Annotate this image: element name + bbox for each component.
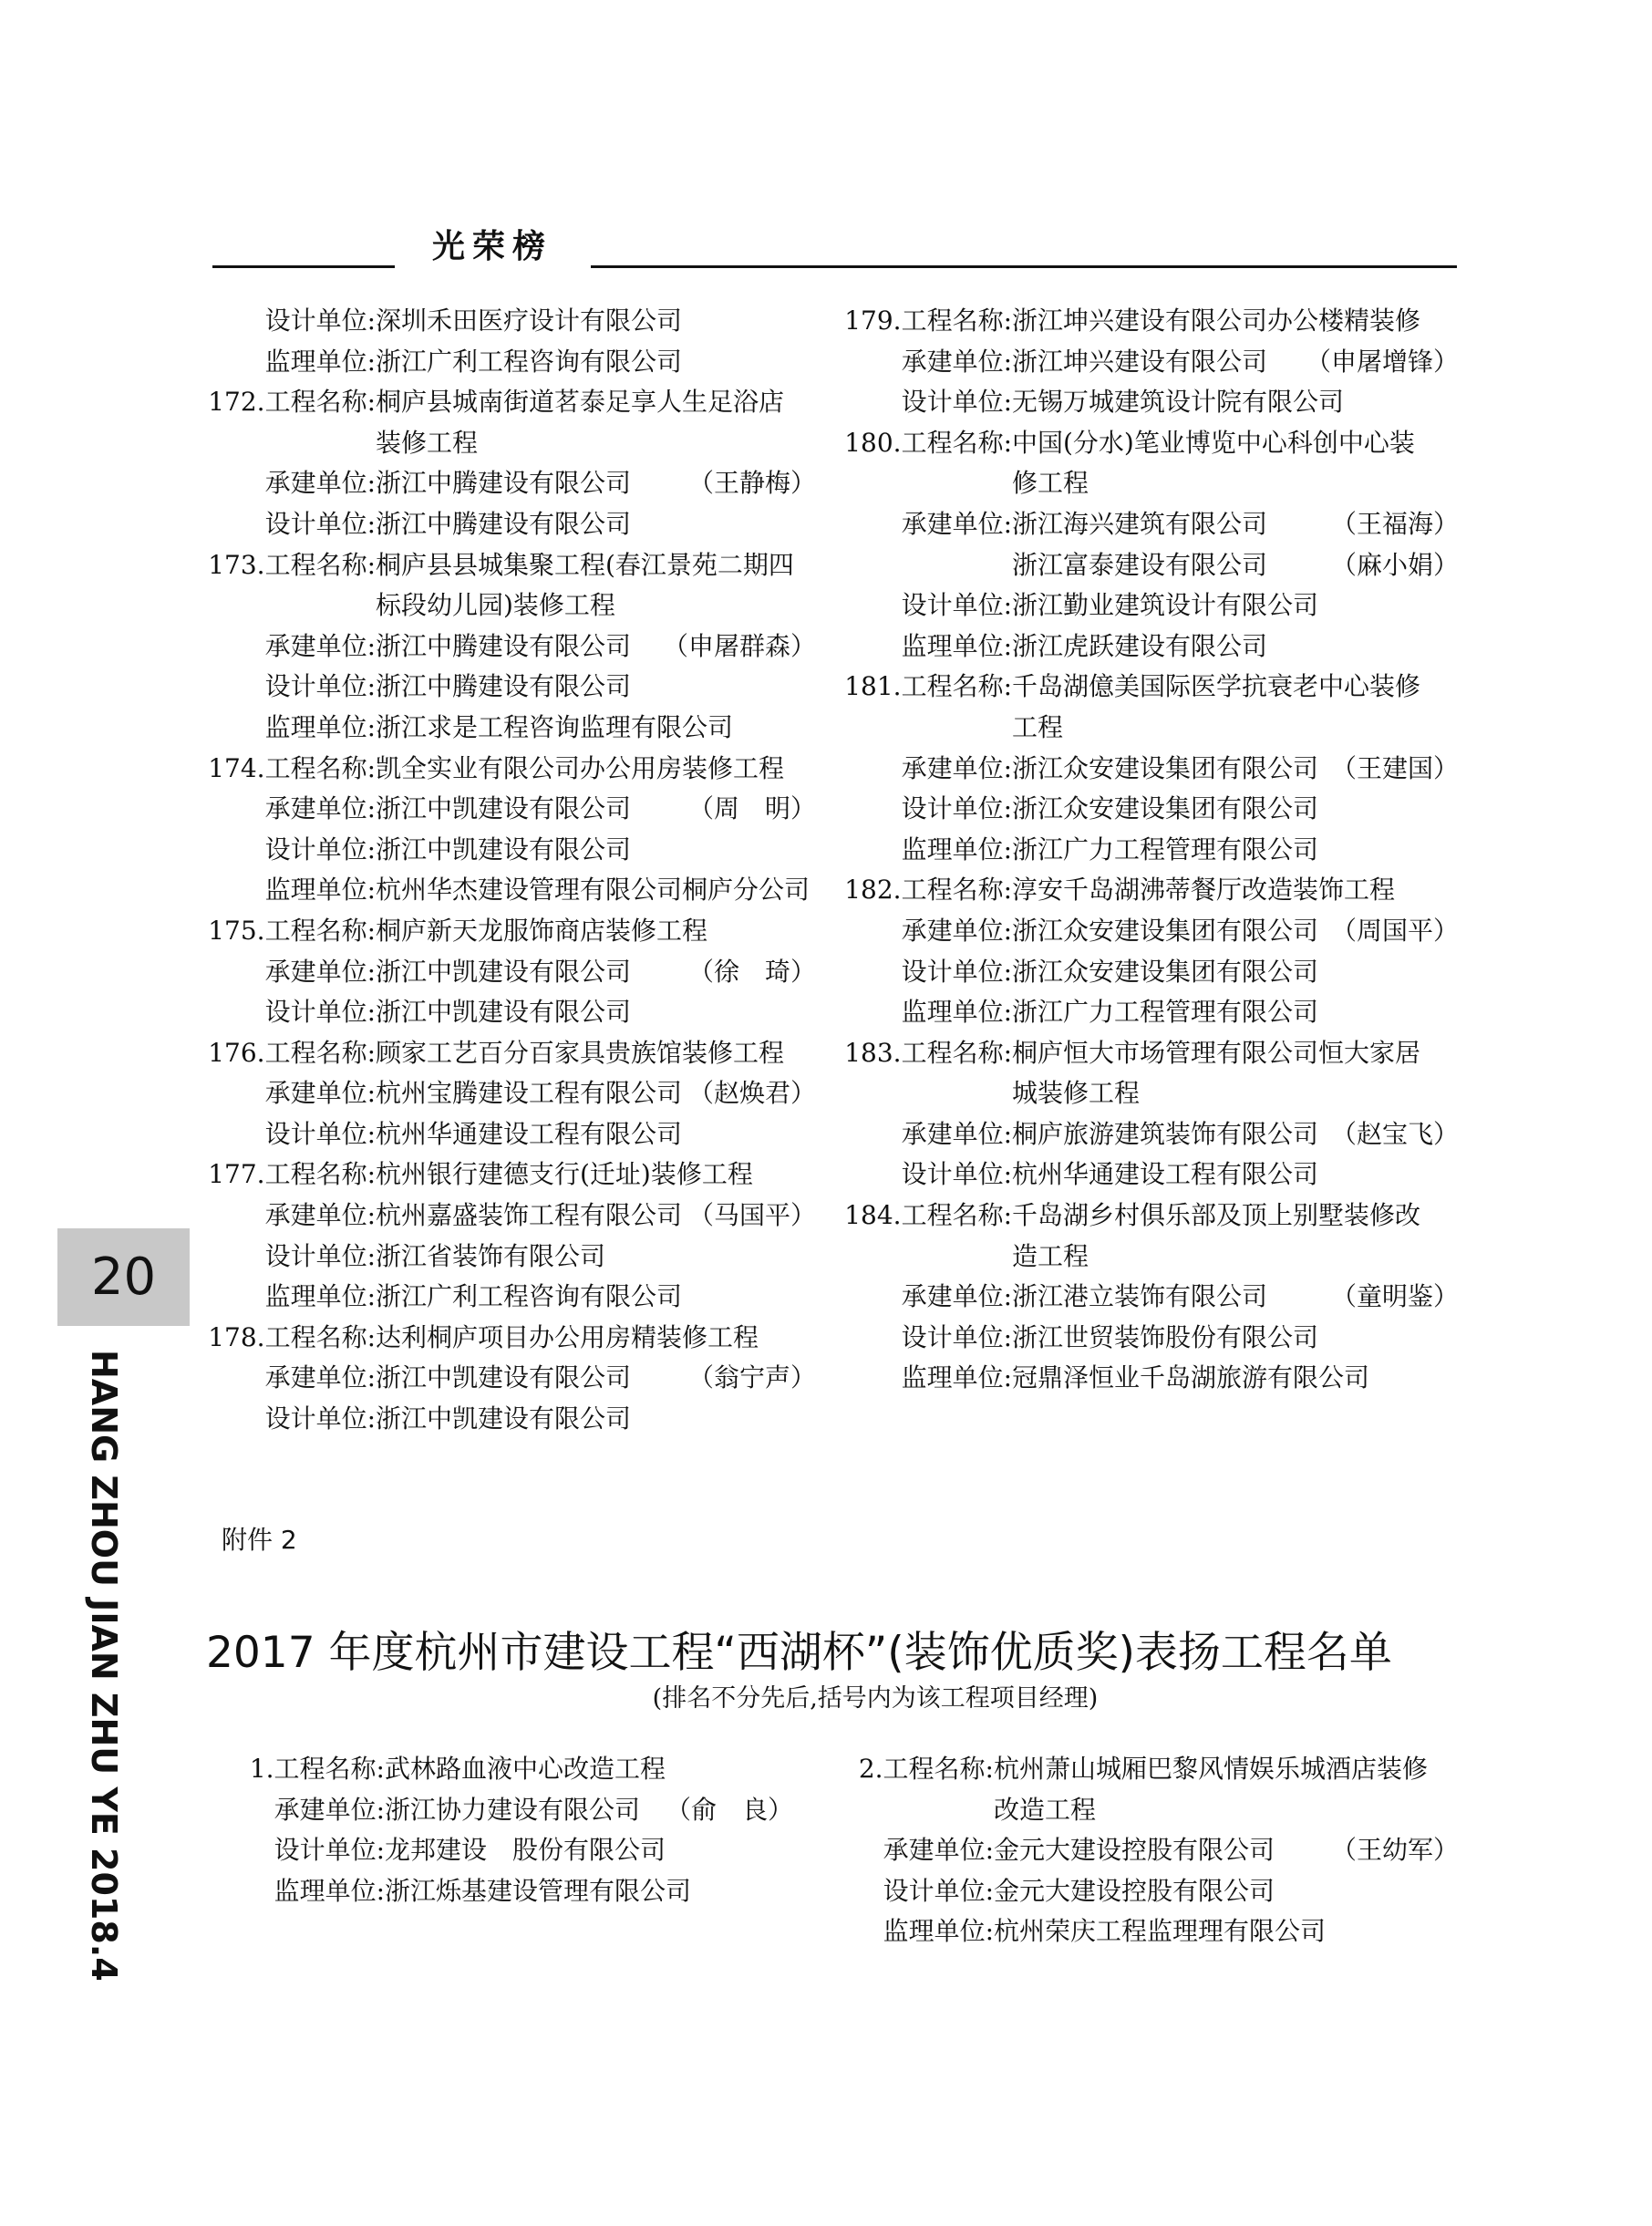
entry-text: 桐庐县县城集聚工程(春江景苑二期四 xyxy=(376,549,794,580)
entry-text: 标段幼儿园)装修工程 xyxy=(376,590,615,621)
entry-row xyxy=(0,1033,1652,1074)
entry-text: 龙邦建设 股份有限公司 xyxy=(385,1835,666,1866)
entry-label: 175.工程名称: xyxy=(208,915,376,946)
entry-text: 杭州嘉盛装饰工程有限公司 xyxy=(376,1200,683,1231)
entry-label: 承建单位: xyxy=(901,1118,1012,1149)
list-title: 2017 年度杭州市建设工程“西湖杯”(装饰优质奖)表扬工程名单 xyxy=(206,1628,1392,1678)
entry-label: 监理单位: xyxy=(274,1875,385,1906)
entry-label: 监理单位: xyxy=(264,875,376,906)
entry-row xyxy=(0,870,1652,911)
entry-label: 承建单位: xyxy=(274,1794,385,1825)
entry-label: 承建单位: xyxy=(264,1362,376,1393)
entry-label: 监理单位: xyxy=(901,997,1012,1028)
entry-row xyxy=(0,342,1652,383)
project-manager: （王建国） xyxy=(1330,752,1459,783)
entry-text: 浙江求是工程咨询监理有限公司 xyxy=(376,711,734,742)
entry-text: 杭州华通建设工程有限公司 xyxy=(1012,1159,1319,1190)
entry-label: 设计单位: xyxy=(264,1240,376,1271)
project-manager: （赵焕君） xyxy=(687,1078,816,1109)
entry-row xyxy=(0,463,1652,504)
entry-row xyxy=(0,1073,1652,1114)
entry-row xyxy=(0,1196,1652,1237)
entry-label: 设计单位: xyxy=(264,997,376,1028)
project-manager: （王静梅） xyxy=(687,468,816,499)
entry-label: 承建单位: xyxy=(901,752,1012,783)
entry-row xyxy=(0,1871,1652,1912)
entry-label: 设计单位: xyxy=(264,833,376,865)
entry-row xyxy=(0,1358,1652,1399)
entry-text: 杭州银行建德支行(迁址)装修工程 xyxy=(376,1159,753,1190)
entry-text: 浙江中腾建设有限公司 xyxy=(376,508,632,539)
entry-row xyxy=(0,708,1652,749)
entry-text: 改造工程 xyxy=(994,1794,1097,1825)
section-title: 光荣榜 xyxy=(431,228,552,265)
entry-text: 浙江广力工程管理有限公司 xyxy=(1012,997,1319,1028)
entry-label: 承建单位: xyxy=(264,956,376,987)
entry-row xyxy=(0,382,1652,423)
entry-text: 武林路血液中心改造工程 xyxy=(385,1754,666,1784)
entry-text: 杭州华通建设工程有限公司 xyxy=(376,1118,683,1149)
entry-text: 浙江坤兴建设有限公司办公楼精装修 xyxy=(1012,305,1421,336)
entry-label: 承建单位: xyxy=(264,1078,376,1109)
entry-label: 设计单位: xyxy=(264,508,376,539)
entry-text: 造工程 xyxy=(1012,1240,1089,1271)
project-manager: （徐 琦） xyxy=(687,956,816,987)
entry-text: 桐庐旅游建筑装饰有限公司 xyxy=(1012,1118,1319,1149)
entry-text: 桐庐恒大市场管理有限公司恒大家居 xyxy=(1012,1037,1421,1068)
entry-label: 2.工程名称: xyxy=(858,1754,994,1784)
entry-row xyxy=(0,1154,1652,1196)
page-number: 20 xyxy=(57,1228,190,1326)
project-manager: （王福海） xyxy=(1330,508,1459,539)
entry-row xyxy=(0,667,1652,708)
entry-text: 杭州宝腾建设工程有限公司 xyxy=(376,1078,683,1109)
entry-label: 183.工程名称: xyxy=(844,1037,1012,1068)
entry-label: 设计单位: xyxy=(274,1835,385,1866)
entry-row xyxy=(0,504,1652,545)
entry-label: 设计单位: xyxy=(264,671,376,702)
entry-text: 冠鼎泽恒业千岛湖旅游有限公司 xyxy=(1012,1362,1370,1393)
entry-text: 浙江中凯建设有限公司 xyxy=(376,956,632,987)
entry-label: 180.工程名称: xyxy=(844,427,1012,458)
project-manager: （申屠增锋） xyxy=(1305,346,1459,377)
entry-text: 浙江勤业建筑设计有限公司 xyxy=(1012,590,1319,621)
entry-text: 浙江中腾建设有限公司 xyxy=(376,671,632,702)
entry-text: 浙江世贸装饰股份有限公司 xyxy=(1012,1321,1319,1352)
header-rule-right xyxy=(591,265,1457,268)
project-manager: （童明鉴） xyxy=(1330,1281,1459,1312)
project-manager: （俞 良） xyxy=(665,1794,793,1825)
entry-text: 无锡万城建筑设计院有限公司 xyxy=(1012,387,1345,418)
entry-text: 浙江中凯建设有限公司 xyxy=(376,997,632,1028)
entry-label: 178.工程名称: xyxy=(208,1321,376,1352)
entry-row xyxy=(0,749,1652,790)
entry-row xyxy=(0,952,1652,993)
entry-text: 桐庐新天龙服饰商店装修工程 xyxy=(376,915,708,946)
entry-row xyxy=(0,1911,1652,1952)
entry-label: 承建单位: xyxy=(901,1281,1012,1312)
entry-text: 浙江中腾建设有限公司 xyxy=(376,630,632,661)
entry-label: 设计单位: xyxy=(264,1403,376,1434)
entry-row xyxy=(0,1318,1652,1359)
entry-label: 设计单位: xyxy=(901,387,1012,418)
entry-row xyxy=(0,789,1652,830)
project-manager: （翁宁声） xyxy=(687,1362,816,1393)
entry-label: 承建单位: xyxy=(883,1835,994,1866)
entry-text: 深圳禾田医疗设计有限公司 xyxy=(376,305,683,336)
entry-text: 金元大建设控股有限公司 xyxy=(994,1875,1275,1906)
entry-text: 达利桐庐项目办公用房精装修工程 xyxy=(376,1321,759,1352)
entry-text: 浙江中凯建设有限公司 xyxy=(376,833,632,865)
entry-label: 监理单位: xyxy=(264,346,376,377)
entry-row xyxy=(0,911,1652,952)
entry-text: 千岛湖億美国际医学抗衰老中心装修 xyxy=(1012,671,1421,702)
entry-row xyxy=(0,830,1652,871)
project-manager: （赵宝飞） xyxy=(1330,1118,1459,1149)
entry-label: 设计单位: xyxy=(901,793,1012,824)
header-rule-left xyxy=(212,265,395,268)
entry-text: 浙江省装饰有限公司 xyxy=(376,1240,606,1271)
entry-text: 杭州荣庆工程监理理有限公司 xyxy=(994,1916,1327,1947)
entry-text: 桐庐县城南街道茗泰足享人生足浴店 xyxy=(376,387,785,418)
entry-text: 浙江中凯建设有限公司 xyxy=(376,1362,632,1393)
entry-text: 浙江港立装饰有限公司 xyxy=(1012,1281,1268,1312)
list-subtitle: (排名不分先后,括号内为该工程项目经理) xyxy=(652,1684,1099,1713)
entry-text: 浙江中凯建设有限公司 xyxy=(376,1403,632,1434)
entry-row xyxy=(0,1237,1652,1278)
entry-label: 1.工程名称: xyxy=(249,1754,385,1784)
entry-text: 修工程 xyxy=(1012,468,1089,499)
entry-label: 监理单位: xyxy=(264,1281,376,1312)
right-column xyxy=(0,301,1652,1399)
magazine-side-text: HANG ZHOU JIAN ZHU YE 2018.4 xyxy=(84,1350,124,1982)
entry-text: 杭州华杰建设管理有限公司桐庐分公司 xyxy=(376,875,811,906)
entry-text: 浙江虎跃建设有限公司 xyxy=(1012,630,1268,661)
entry-label: 182.工程名称: xyxy=(844,875,1012,906)
entry-row xyxy=(0,423,1652,464)
project-manager: （王幼军） xyxy=(1330,1835,1459,1866)
entry-row xyxy=(0,545,1652,586)
entry-label: 设计单位: xyxy=(901,590,1012,621)
entry-label: 监理单位: xyxy=(901,833,1012,865)
entry-text: 浙江中凯建设有限公司 xyxy=(376,793,632,824)
entry-row xyxy=(0,1830,1652,1871)
entry-row xyxy=(0,1790,1652,1831)
entry-label: 监理单位: xyxy=(883,1916,994,1947)
entry-label: 设计单位: xyxy=(264,1118,376,1149)
entry-label: 承建单位: xyxy=(901,346,1012,377)
entry-label: 设计单位: xyxy=(901,1159,1012,1190)
entry-text: 淳安千岛湖沸蒂餐厅改造装饰工程 xyxy=(1012,875,1396,906)
entry-label: 监理单位: xyxy=(901,630,1012,661)
entry-text: 浙江坤兴建设有限公司 xyxy=(1012,346,1268,377)
entry-label: 设计单位: xyxy=(901,1321,1012,1352)
entry-text: 凯全实业有限公司办公用房装修工程 xyxy=(376,752,785,783)
entry-label: 181.工程名称: xyxy=(844,671,1012,702)
entry-text: 浙江广力工程管理有限公司 xyxy=(1012,833,1319,865)
entry-row xyxy=(0,301,1652,342)
entry-text: 浙江广利工程咨询有限公司 xyxy=(376,346,683,377)
project-manager: （马国平） xyxy=(687,1200,816,1231)
entry-text: 浙江协力建设有限公司 xyxy=(385,1794,641,1825)
project-manager: （周国平） xyxy=(1330,915,1459,946)
entry-label: 184.工程名称: xyxy=(844,1200,1012,1231)
entry-label: 承建单位: xyxy=(264,468,376,499)
entry-row xyxy=(0,992,1652,1033)
entry-label: 176.工程名称: xyxy=(208,1037,376,1068)
entry-row xyxy=(0,585,1652,626)
entry-text: 浙江众安建设集团有限公司 xyxy=(1012,915,1319,946)
entry-label: 监理单位: xyxy=(264,711,376,742)
entry-text: 浙江众安建设集团有限公司 xyxy=(1012,956,1319,987)
entry-text: 装修工程 xyxy=(376,427,479,458)
entry-text: 千岛湖乡村俱乐部及顶上别墅装修改 xyxy=(1012,1200,1421,1231)
entry-text: 城装修工程 xyxy=(1012,1078,1141,1109)
entry-label: 承建单位: xyxy=(901,508,1012,539)
entry-text: 浙江广利工程咨询有限公司 xyxy=(376,1281,683,1312)
entry-text: 工程 xyxy=(1012,711,1064,742)
entry-row xyxy=(0,1277,1652,1318)
attachment-label: 附件 2 xyxy=(222,1525,297,1555)
entry-text: 顾家工艺百分百家具贵族馆装修工程 xyxy=(376,1037,785,1068)
entry-label: 174.工程名称: xyxy=(208,752,376,783)
entry-text: 浙江富泰建设有限公司 xyxy=(1012,549,1268,580)
entry-text: 浙江众安建设集团有限公司 xyxy=(1012,752,1319,783)
entry-label: 承建单位: xyxy=(264,1200,376,1231)
bottom-right-column xyxy=(0,1749,1652,1952)
entry-row xyxy=(0,626,1652,668)
entry-row xyxy=(0,1114,1652,1155)
entry-label: 设计单位: xyxy=(901,956,1012,987)
entry-label: 承建单位: xyxy=(264,793,376,824)
project-manager: （周 明） xyxy=(687,793,816,824)
entry-label: 173.工程名称: xyxy=(208,549,376,580)
entry-text: 浙江海兴建筑有限公司 xyxy=(1012,508,1268,539)
entry-label: 设计单位: xyxy=(264,305,376,336)
entry-label: 177.工程名称: xyxy=(208,1159,376,1190)
entry-text: 中国(分水)笔业博览中心科创中心装 xyxy=(1012,427,1415,458)
entry-text: 浙江烁基建设管理有限公司 xyxy=(385,1875,692,1906)
entry-label: 承建单位: xyxy=(901,915,1012,946)
entry-text: 浙江中腾建设有限公司 xyxy=(376,468,632,499)
entry-row xyxy=(0,1749,1652,1790)
entry-label: 承建单位: xyxy=(264,630,376,661)
entry-text: 浙江众安建设集团有限公司 xyxy=(1012,793,1319,824)
entry-text: 杭州萧山城厢巴黎风情娱乐城酒店装修 xyxy=(994,1754,1429,1784)
entry-label: 设计单位: xyxy=(883,1875,994,1906)
entry-label: 179.工程名称: xyxy=(844,305,1012,336)
entry-label: 监理单位: xyxy=(901,1362,1012,1393)
entry-text: 金元大建设控股有限公司 xyxy=(994,1835,1275,1866)
project-manager: （申屠群森） xyxy=(662,630,816,661)
entry-label: 172.工程名称: xyxy=(208,387,376,418)
project-manager: （麻小娟） xyxy=(1330,549,1459,580)
